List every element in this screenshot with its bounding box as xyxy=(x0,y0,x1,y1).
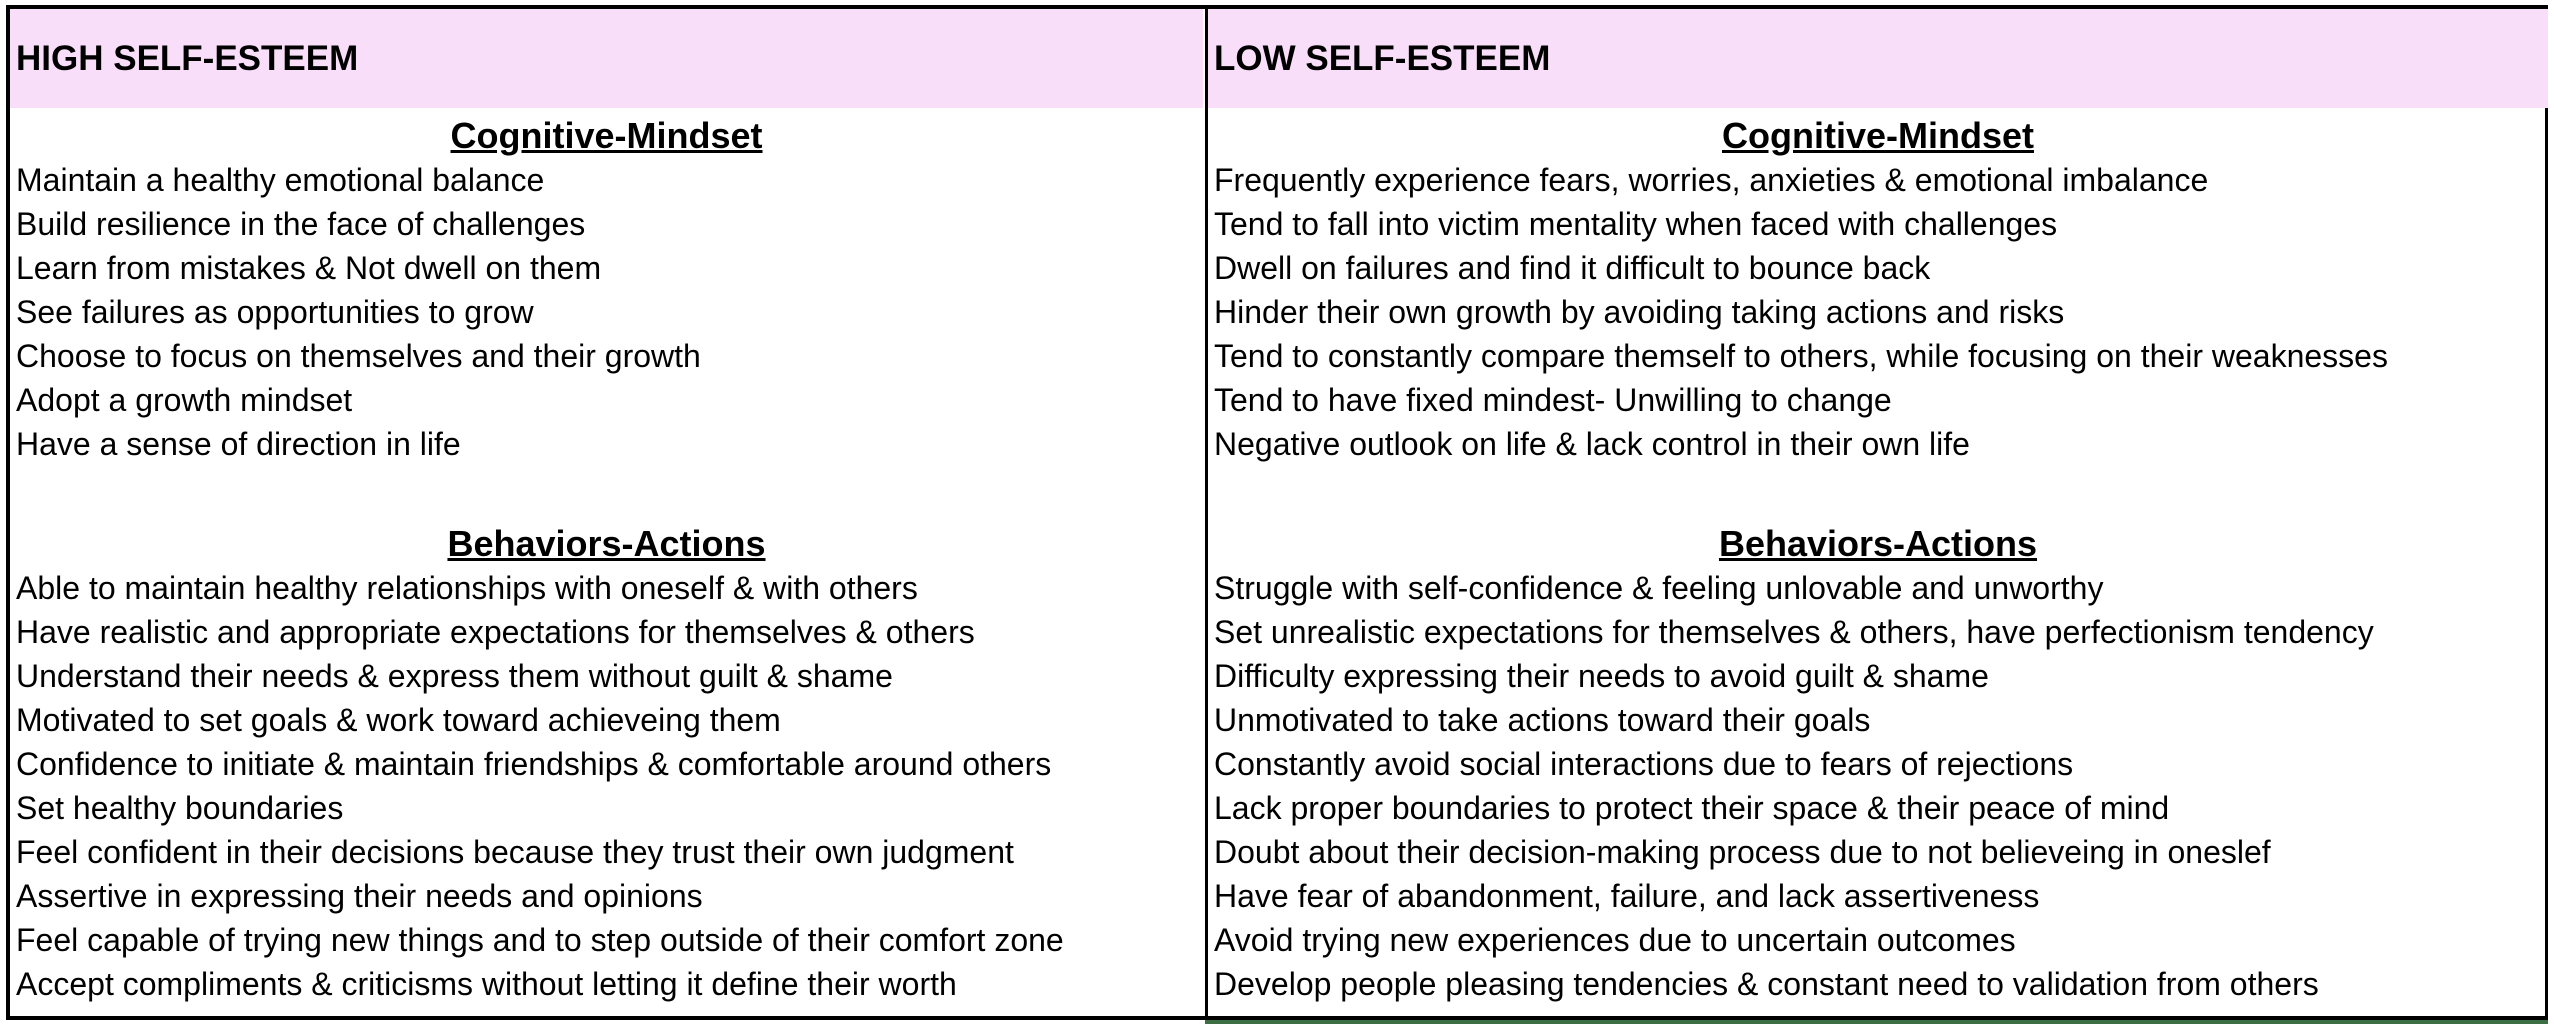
table-cell[interactable]: Build resilience in the face of challenges xyxy=(16,206,586,242)
table-cell[interactable]: Hinder their own growth by avoiding taking actions and risks xyxy=(1214,294,2065,330)
table-cell[interactable]: Have a sense of direction in life xyxy=(16,426,461,462)
list-cognitive xyxy=(10,158,1203,466)
table-cell[interactable]: Set healthy boundaries xyxy=(16,790,344,826)
high-self-esteem-column xyxy=(10,9,1203,1020)
list-behaviors xyxy=(1208,566,2548,1006)
table-cell[interactable]: Motivated to set goals & work toward achieveing them xyxy=(16,702,781,738)
table-cell[interactable]: Feel confident in their decisions because they trust their own judgment xyxy=(16,834,1014,870)
section-title-behaviors[interactable]: Behaviors-Actions xyxy=(447,523,766,564)
table-cell[interactable]: Doubt about their decision-making process due to not believeing in oneslef xyxy=(1214,834,2271,870)
table-cell[interactable]: Accept compliments & criticisms without letting it define their worth xyxy=(16,966,957,1002)
table-cell[interactable]: Dwell on failures and find it difficult to bounce back xyxy=(1214,250,1931,286)
table-cell[interactable]: Develop people pleasing tendencies & constant need to validation from others xyxy=(1214,966,2319,1002)
table-cell[interactable]: Understand their needs & express them without guilt & shame xyxy=(16,658,893,694)
table-cell[interactable]: Constantly avoid social interactions due to fears of rejections xyxy=(1214,746,2074,782)
column-header-low[interactable]: LOW SELF-ESTEEM xyxy=(1208,9,2548,108)
table-cell[interactable]: Feel capable of trying new things and to step outside of their comfort zone xyxy=(16,922,1064,958)
section-title-behaviors[interactable]: Behaviors-Actions xyxy=(1718,523,2038,564)
table-cell[interactable]: Adopt a growth mindset xyxy=(16,382,353,418)
table-cell[interactable]: Able to maintain healthy relationships with oneself & with others xyxy=(16,570,918,606)
table-cell[interactable]: Unmotivated to take actions toward their goals xyxy=(1214,702,1871,738)
table-cell[interactable]: Avoid trying new experiences due to uncertain outcomes xyxy=(1214,922,2016,958)
table-cell[interactable]: Have fear of abandonment, failure, and lack assertiveness xyxy=(1214,878,2040,914)
table-cell[interactable]: Have realistic and appropriate expectations for themselves & others xyxy=(16,614,975,650)
table-cell[interactable]: Negative outlook on life & lack control in their own life xyxy=(1214,426,1970,462)
section-title-cognitive[interactable]: Cognitive-Mindset xyxy=(1722,115,2034,156)
table-cell[interactable]: Choose to focus on themselves and their growth xyxy=(16,338,701,374)
table-cell[interactable]: Tend to fall into victim mentality when faced with challenges xyxy=(1214,206,2058,242)
table-cell[interactable]: Learn from mistakes & Not dwell on them xyxy=(16,250,602,286)
table-cell[interactable]: Confidence to initiate & maintain friendships & comfortable around others xyxy=(16,746,1052,782)
table-cell[interactable]: Difficulty expressing their needs to avoid guilt & shame xyxy=(1214,658,1989,694)
table-cell[interactable]: Tend to constantly compare themself to others, while focusing on their weaknesses xyxy=(1214,338,2388,374)
column-header-high[interactable]: HIGH SELF-ESTEEM xyxy=(10,9,1203,108)
table-cell[interactable]: Assertive in expressing their needs and opinions xyxy=(16,878,703,914)
section-title-cognitive[interactable]: Cognitive-Mindset xyxy=(450,115,763,156)
table-cell[interactable]: Tend to have fixed mindest- Unwilling to change xyxy=(1214,382,1892,418)
table-cell[interactable]: Struggle with self-confidence & feeling unlovable and unworthy xyxy=(1214,570,2104,606)
low-self-esteem-column xyxy=(1205,9,2548,1020)
table-cell[interactable]: Maintain a healthy emotional balance xyxy=(16,162,545,198)
table-cell[interactable]: See failures as opportunities to grow xyxy=(16,294,534,330)
list-behaviors xyxy=(10,566,1203,1006)
table-cell[interactable]: Frequently experience fears, worries, anxieties & emotional imbalance xyxy=(1214,162,2209,198)
table-cell[interactable]: Lack proper boundaries to protect their space & their peace of mind xyxy=(1214,790,2170,826)
cell-selection-border xyxy=(1205,1020,2548,1024)
list-cognitive xyxy=(1208,158,2548,466)
table-cell[interactable]: Set unrealistic expectations for themselves & others, have perfectionism tendency xyxy=(1214,614,2374,650)
